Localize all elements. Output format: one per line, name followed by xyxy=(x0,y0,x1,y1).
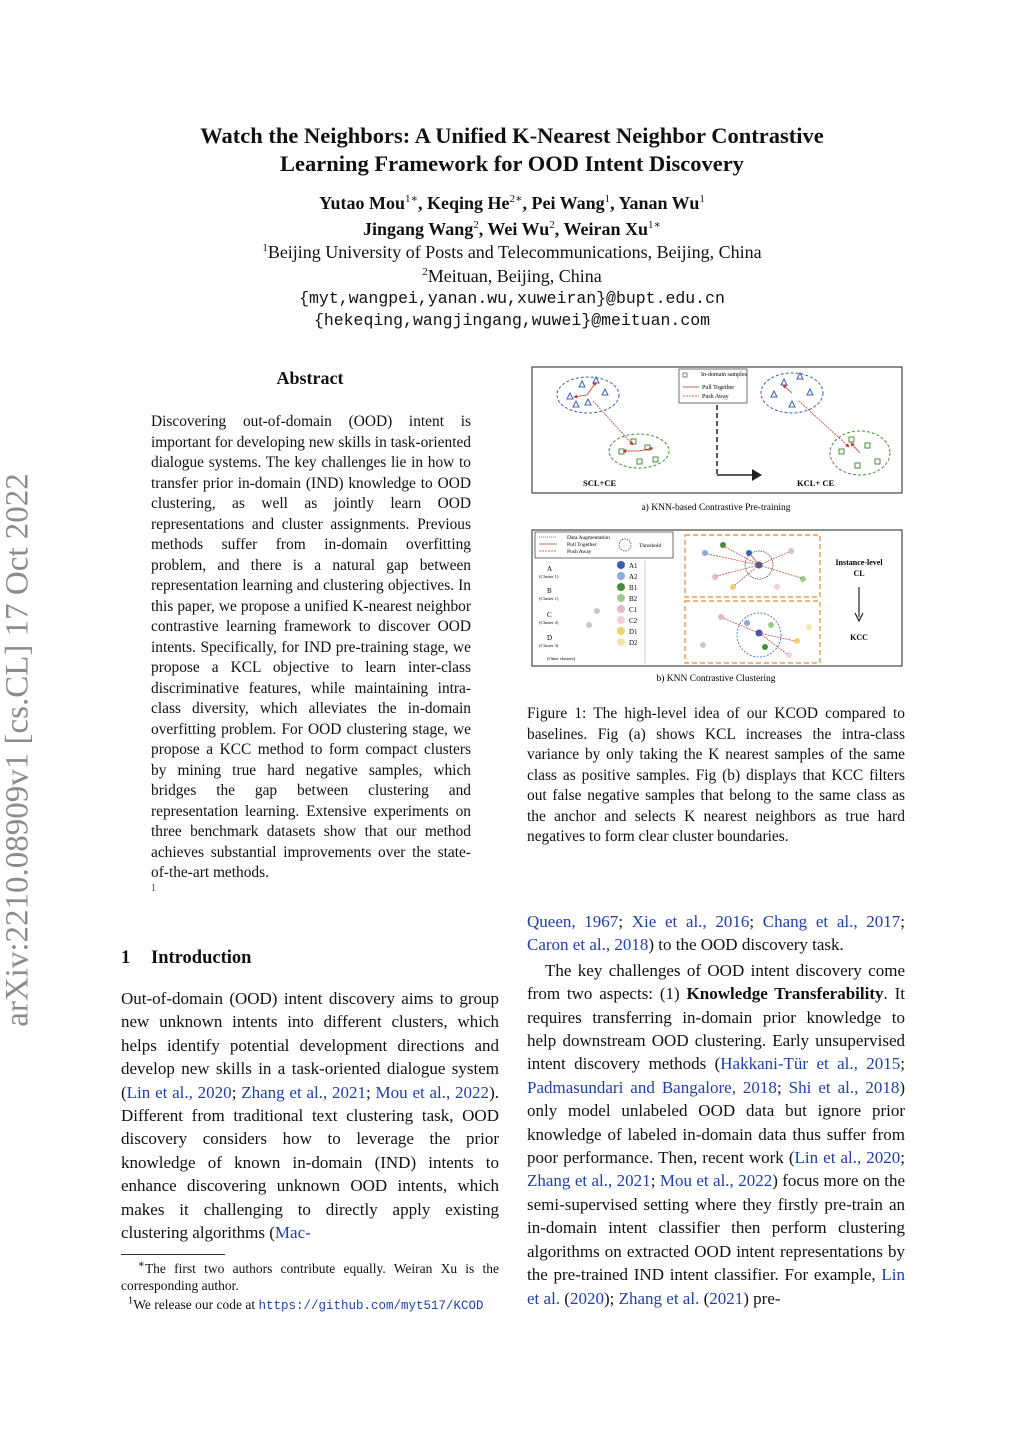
abstract-heading: Abstract xyxy=(276,368,344,388)
legend-threshold: Threshold xyxy=(639,543,662,549)
svg-text:A2: A2 xyxy=(629,573,638,581)
code-url-link[interactable]: https://github.com/myt517/KCOD xyxy=(258,1299,484,1313)
email-line-2[interactable]: {hekeqing,wangjingang,wuwei}@meituan.com xyxy=(313,311,711,330)
group-d: D xyxy=(547,634,553,642)
footnote-ref-1[interactable]: 1 xyxy=(151,882,156,894)
label-kcl-ce: KCL+ CE xyxy=(797,478,835,488)
group-b: B xyxy=(547,587,552,595)
figure-1 xyxy=(527,365,905,695)
author: Jingang Wang xyxy=(363,219,474,239)
figure-1-caption: Figure 1: The high-level idea of our KCOD compared to baselines. Fig (a) shows KCL increases the intra-class variance by only taking the K nearest samples of the same class as positive samples. Fig (b) displays that KCC filters out false negative samples that belong to the same class as the anchor and selects K nearest neighbors as true hard negatives to form clear cluster boundaries. xyxy=(527,705,905,845)
kcc-box xyxy=(685,601,820,663)
citation-year[interactable]: 2020 xyxy=(569,1288,604,1308)
svg-text:B1: B1 xyxy=(629,584,638,592)
label-instance-cl-line1: Instance-level xyxy=(835,558,883,567)
svg-text:D1: D1 xyxy=(629,628,638,636)
citation-link[interactable]: Mou et al., 2022 xyxy=(375,1082,490,1102)
author: Wei Wu xyxy=(487,219,550,239)
footnote-1: $^1$We release our code at https://github.com/myt517/KCOD xyxy=(127,1294,484,1313)
section-heading-introduction: 1 Introduction xyxy=(121,948,252,968)
legend-pull-b: Pull Together xyxy=(567,542,597,548)
title-line-2: Learning Framework for OOD Intent Discovery xyxy=(280,151,744,176)
svg-text:C2: C2 xyxy=(629,617,638,625)
email-line-1[interactable]: {myt,wangpei,yanan.wu,xuweiran}@bupt.edu.cn xyxy=(299,289,725,308)
legend-in-domain: In-domain samples xyxy=(701,372,747,378)
citation-link[interactable]: Chang et al., 2017 xyxy=(762,912,901,931)
svg-text:B2: B2 xyxy=(629,595,638,603)
citation-link[interactable]: Lin et al., 2020 xyxy=(126,1082,232,1102)
group-c: C xyxy=(547,611,552,619)
citation-link[interactable]: Zhang et al. xyxy=(618,1288,700,1308)
abstract-body xyxy=(151,412,471,894)
svg-text:C1: C1 xyxy=(629,606,638,614)
svg-text:A1: A1 xyxy=(629,562,638,570)
label-instance-cl-line2: CL xyxy=(853,569,865,578)
legend-augmentation: Data Augmentation xyxy=(567,535,610,541)
author: Weiran Xu xyxy=(563,219,648,239)
abstract-text: Discovering out-of-domain (OOD) intent is important for developing new skills in task-oriented dialogue systems. The key challenges lie in how to transfer prior in-domain (IND) knowledge to OOD clustering, as well as jointly learn OOD representations and cluster assignments. Previous methods suffer from in-domain overfitting problem, and there is a natural gap between representation learning and clustering objectives. In this paper, we propose a unified K-nearest neighbor contrastive learning framework to discover OOD intents. Specifically, for IND pre-training stage, we propose a KCL objective to learn inter-class discriminative features, while maintaining intra-class diversity, which alleviates the in-domain overfitting problem. For OOD clustering stage, we propose a KCC method to form compact clusters by mining true hard negative samples, which bridges the gap between clustering and representation learning. Extensive experiments on three benchmark datasets show that our method achieves substantial improvements over the state-of-the-art methods. xyxy=(151,413,471,881)
legend-push-b: Push Away xyxy=(567,549,592,555)
svg-text:(Cluster 2): (Cluster 2) xyxy=(539,620,559,625)
right-column-text: Queen, 1967; Xie et al., 2016; Chang et al., 2017; Caron et al., 2018) to the OOD discovery task. The key challenges of OOD intent discovery come from two aspects: (1) Knowledge Transferability. It requires transferring in-domain prior knowledge to help downstream OOD clustering. Early unsupervised intent discovery methods (Hakkani-Tür et al., 2015; Padmasundari and Bangalore, 2018; Shi et al., 2018) only model unlabeled OOD data but ignore prior knowledge of labeled in-domain data thus suffer from poor performance. Then, recent work (Lin et al., 2020; Zhang et al., 2021; Mou et al., 2022) focus more on the semi-supervised setting where they firstly pre-train an in-domain intent classifier then perform clustering algorithms on extracted OOD intent representations by the pre-trained IND intent classifier. For example, Lin et al. (2020); Zhang et al. (2021) pre- xyxy=(527,912,906,1308)
citation-link[interactable]: Lin et al., 2020 xyxy=(794,1148,901,1168)
author: Keqing He xyxy=(426,193,510,213)
caption-b: b) KNN Contrastive Clustering xyxy=(656,674,776,684)
footnote-rule xyxy=(121,1254,225,1255)
author: Yutao Mou xyxy=(319,193,405,213)
citation-link[interactable]: Mou et al., 2022 xyxy=(659,1171,773,1191)
footnote-star: ∗The first two authors contribute equally. Weiran Xu is the corresponding author. xyxy=(121,1258,500,1293)
affiliations xyxy=(100,240,924,332)
legend-pull: Pull Together xyxy=(702,385,735,391)
instance-cl-box xyxy=(685,535,820,597)
svg-text:D2: D2 xyxy=(629,639,638,647)
paper-title xyxy=(100,122,924,178)
citation-link[interactable]: Queen, 1967 xyxy=(527,912,619,931)
figure-1-graphic xyxy=(527,365,905,690)
author-list: Yutao Mou$^{1∗}$, Keqing $He^{2∗}$, Pei Wang$^1$, Yanan Wu$^1$ Jingang Wang$^2$, Wei Wu$^2$, Weiran $Xu^{1∗}$ xyxy=(319,193,705,239)
author: Yanan Wu xyxy=(618,193,700,213)
blue-cluster xyxy=(557,377,619,413)
citation-link[interactable]: Padmasundari and Bangalore, 2018 xyxy=(527,1077,777,1097)
group-a: A xyxy=(547,565,553,573)
label-scl-ce: SCL+CE xyxy=(583,478,617,488)
panel-a-arrow xyxy=(752,469,762,481)
bold-term: Knowledge Transferability xyxy=(686,984,884,1004)
panel-b-legend xyxy=(535,532,673,558)
panel-a-legend xyxy=(679,369,747,403)
svg-text:(Cluster 1): (Cluster 1) xyxy=(539,596,559,601)
other-clusters: (Other clusters) xyxy=(547,656,576,661)
citation-link[interactable]: Zhang et al., 2021 xyxy=(527,1171,651,1191)
svg-text:(Cluster 3): (Cluster 3) xyxy=(539,643,559,648)
title-line-1: Watch the Neighbors: A Unified K-Nearest Neighbor Contrastive xyxy=(200,123,824,148)
svg-text:(Cluster 1): (Cluster 1) xyxy=(539,574,559,579)
affiliation-1: $^1$Beijing University of Posts and Telecommunications, Beijing, China xyxy=(262,242,762,262)
citation-link[interactable]: Zhang et al., 2021 xyxy=(241,1082,367,1102)
citation-link[interactable]: Hakkani-Tür et al., 2015 xyxy=(720,1054,901,1074)
author: Pei Wang xyxy=(531,193,605,213)
label-kcc: KCC xyxy=(850,633,868,642)
citation-link[interactable]: Shi et al., 2018 xyxy=(788,1077,900,1097)
citation-link[interactable]: Lin et al. xyxy=(527,1265,905,1308)
introduction-paragraph: Out-of-domain (OOD) intent discovery aims to group new unknown intents into different clusters, which helps identify potential development directions and develop new skills in a task-oriented dialogue system (Lin et al., 2020; Zhang et al., 2021; Mou et al., 2022). Different from traditional text clustering task, OOD discovery considers how to leverage the prior knowledge of known in-domain (IND) intents to enhance discovering unknown OOD intents, which makes it challenging to directly apply existing clustering algorithms (Mac- xyxy=(121,989,499,1243)
legend-push: Push Away xyxy=(702,394,729,400)
caption-a: a) KNN-based Contrastive Pre-training xyxy=(641,503,791,513)
citation-link[interactable]: Xie et al., 2016 xyxy=(631,912,750,931)
citation-link[interactable]: Caron et al., 2018 xyxy=(527,935,649,955)
citation-link[interactable]: Mac- xyxy=(274,1223,311,1243)
affiliation-2: $^2$Meituan, Beijing, China xyxy=(422,266,602,286)
citation-year[interactable]: 2021 xyxy=(709,1288,744,1308)
